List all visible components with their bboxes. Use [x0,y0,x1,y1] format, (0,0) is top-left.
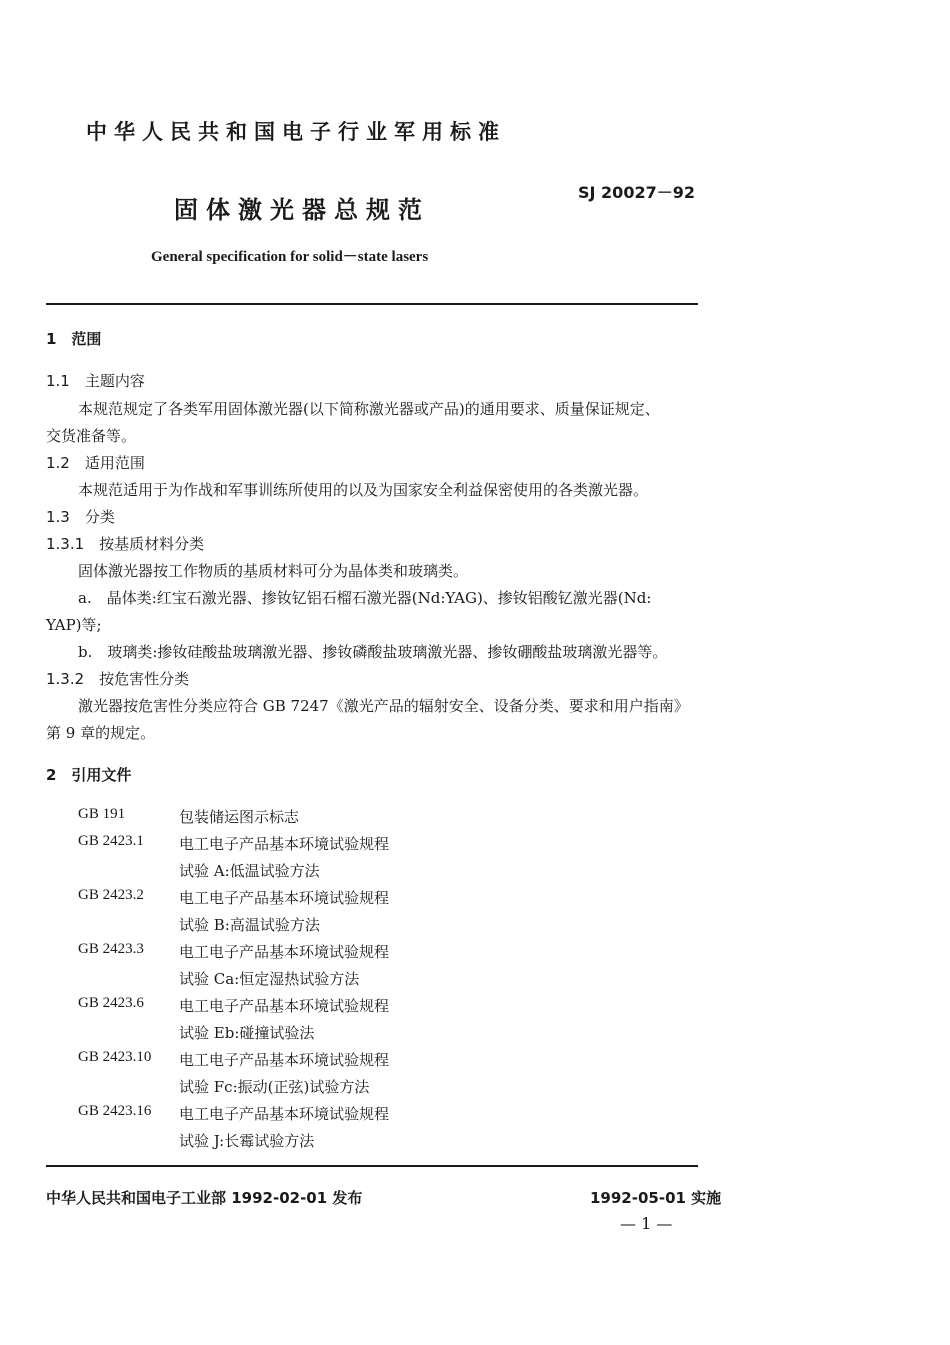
section-1-1-text-line1: 本规范规定了各类军用固体激光器(以下简称激光器或产品)的通用要求、质量保证规定、 [78,400,660,418]
reference-subtitle: 试验 A:低温试验方法 [179,862,320,880]
reference-code: GB 2423.6 [78,995,144,1011]
section-1-3-2-heading: 1.3.2 按危害性分类 [46,670,190,688]
reference-subtitle: 试验 Fc:振动(正弦)试验方法 [179,1078,370,1096]
section-1-2-text: 本规范适用于为作战和军事训练所使用的以及为国家安全利益保密使用的各类激光器。 [78,481,649,499]
section-2-heading: 2 引用文件 [46,766,132,784]
issuing-authority-title: 中华人民共和国电子行业军用标准 [86,120,506,144]
reference-code: GB 191 [78,806,126,822]
reference-title: 电工电子产品基本环境试验规程 [179,1051,390,1069]
section-1-3-1-item-a-line1: a. 晶体类:红宝石激光器、掺钕钇铝石榴石激光器(Nd:YAG)、掺钕铝酸钇激光器(Nd: [78,589,652,607]
section-1-3-heading: 1.3 分类 [46,508,115,526]
top-divider [46,303,698,305]
reference-title: 电工电子产品基本环境试验规程 [179,835,390,853]
effective-date: 1992-05-01 实施 [590,1189,722,1207]
section-1-3-2-text-line2: 第 9 章的规定。 [46,724,156,742]
document-title: 固体激光器总规范 [174,196,430,224]
section-1-3-2-text-line1: 激光器按危害性分类应符合 GB 7247《激光产品的辐射安全、设备分类、要求和用户指南》 [78,697,689,715]
section-1-2-heading: 1.2 适用范围 [46,454,145,472]
reference-subtitle: 试验 B:高温试验方法 [179,916,320,934]
section-1-heading: 1 范围 [46,330,102,348]
reference-subtitle: 试验 Eb:碰撞试验法 [179,1024,315,1042]
reference-code: GB 2423.2 [78,887,144,903]
document-subtitle-english: General specification for solid－state lasers [151,249,429,265]
reference-title: 电工电子产品基本环境试验规程 [179,943,390,961]
section-1-1-heading: 1.1 主题内容 [46,372,145,390]
section-1-3-1-item-a-line2: YAP)等; [46,616,102,634]
reference-title: 电工电子产品基本环境试验规程 [179,997,390,1015]
reference-code: GB 2423.3 [78,941,144,957]
section-1-3-1-item-b: b. 玻璃类:掺钕硅酸盐玻璃激光器、掺钕磷酸盐玻璃激光器、掺钕硼酸盐玻璃激光器等。 [78,643,668,661]
reference-subtitle: 试验 J:长霉试验方法 [179,1132,315,1150]
reference-code: GB 2423.16 [78,1103,152,1119]
publish-date: 中华人民共和国电子工业部 1992-02-01 发布 [46,1189,363,1207]
reference-title: 电工电子产品基本环境试验规程 [179,1105,390,1123]
reference-code: GB 2423.1 [78,833,144,849]
reference-subtitle: 试验 Ca:恒定湿热试验方法 [179,970,360,988]
bottom-divider [46,1165,698,1167]
reference-title: 包装储运图示标志 [179,808,300,826]
section-1-3-1-text: 固体激光器按工作物质的基质材料可分为晶体类和玻璃类。 [78,562,469,580]
standard-number: SJ 20027－92 [578,183,695,202]
page-number: — 1 — [620,1214,673,1233]
section-1-1-text-line2: 交货准备等。 [46,427,137,445]
reference-code: GB 2423.10 [78,1049,152,1065]
reference-title: 电工电子产品基本环境试验规程 [179,889,390,907]
section-1-3-1-heading: 1.3.1 按基质材料分类 [46,535,205,553]
